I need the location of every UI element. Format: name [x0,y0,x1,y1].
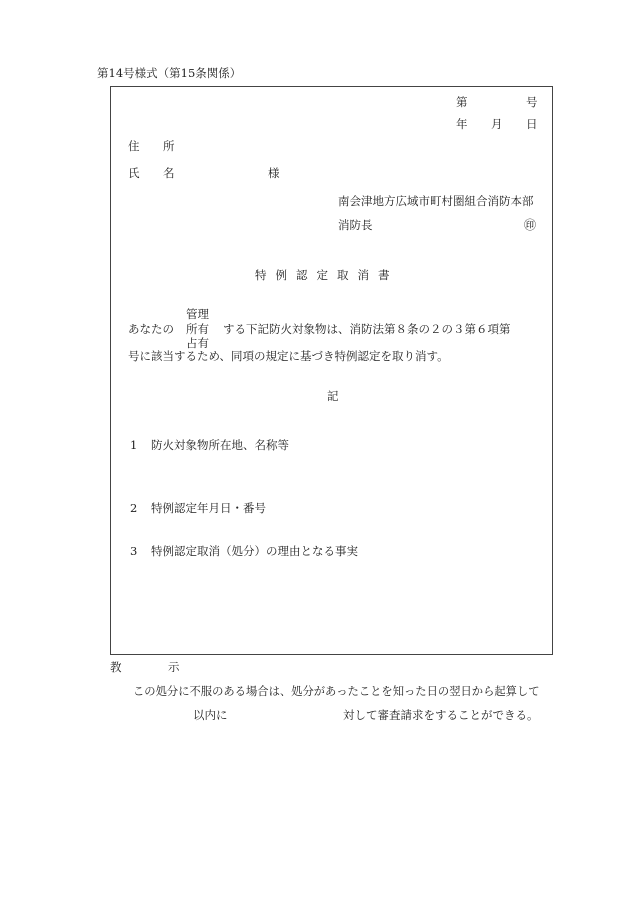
body-line2: 号に該当するため、同項の規定に基づき特例認定を取り消す。 [128,349,449,363]
ki-label: 記 [327,389,339,403]
seal-mark: ㊞ [524,218,537,232]
date-year: 年 [456,117,468,131]
document-title: 特例認定取消書 [255,268,399,282]
number-label-go: 号 [526,95,538,109]
name-label-2: 名 [163,166,175,180]
date-month: 月 [491,117,503,131]
form-header: 第14号様式（第15条関係） [97,66,242,80]
notice-line2-b: 対して審査請求をすることができる。 [343,708,539,722]
date-day: 日 [526,117,538,131]
item-number: 2 [130,501,138,515]
number-label-dai: 第 [456,95,468,109]
notice-line1: この処分に不服のある場合は、処分があったことを知った日の翌日から起算して [133,685,540,698]
notice-label-1: 教 [110,660,122,674]
role-manage: 管理 [186,307,209,321]
item-number: 1 [130,438,138,452]
issuer-organization: 南会津地方広域市町村圏組合消防本部 [338,194,534,208]
role-own: 所有 [186,322,209,336]
name-label-1: 氏 [128,166,140,180]
notice-line2-a: 以内に [193,708,228,722]
honorific: 様 [268,166,280,180]
item-number: 3 [130,544,138,558]
role-occupy: 占有 [186,336,209,350]
notice-label-2: 示 [168,660,180,674]
body-line1: する下記防火対象物は、消防法第８条の２の３第６項第 [223,322,511,336]
address-label-1: 住 [128,139,140,153]
item-text: 特例認定年月日・番号 [151,501,266,515]
item-text: 特例認定取消（処分）の理由となる事実 [151,544,358,558]
item-text: 防火対象物所在地、名称等 [151,438,289,452]
body-prefix: あなたの [128,322,174,336]
document-frame [110,86,553,655]
issuer-title: 消防長 [338,218,373,232]
address-label-2: 所 [163,139,175,153]
